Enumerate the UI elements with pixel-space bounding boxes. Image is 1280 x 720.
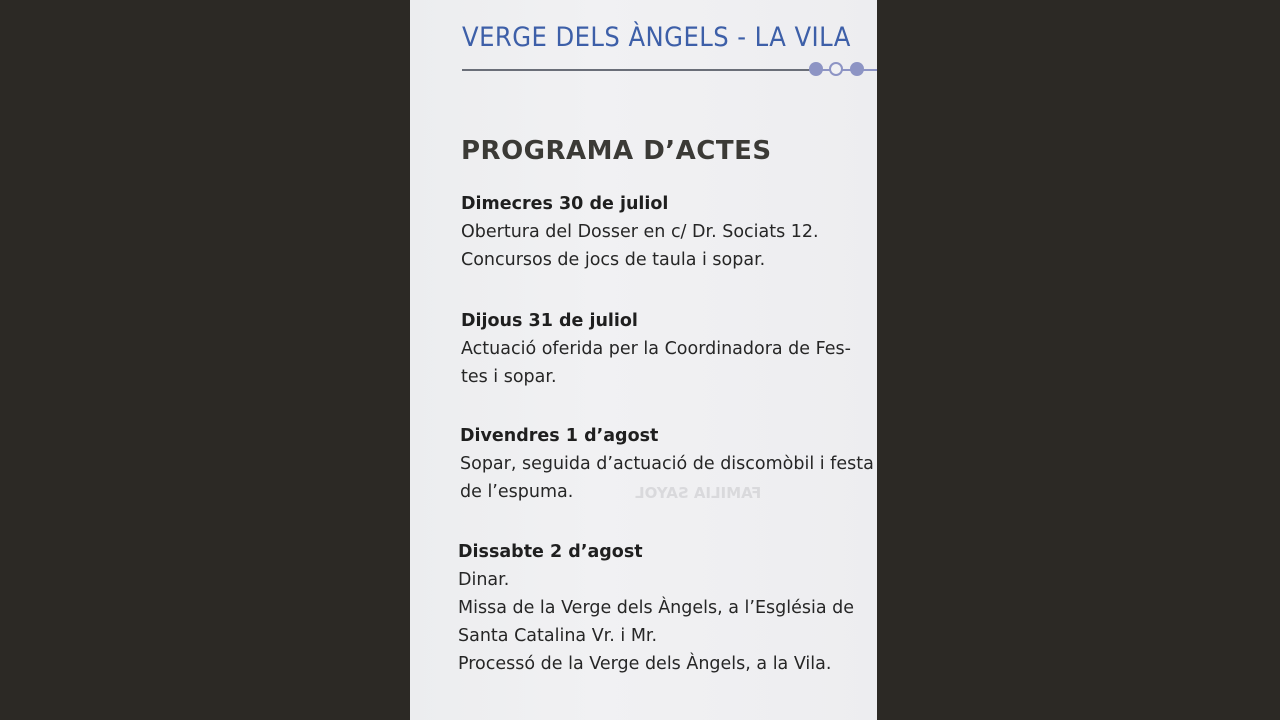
- event-block: [460, 422, 874, 506]
- event-line: tes i sopar.: [461, 367, 557, 387]
- program-page: [410, 0, 877, 720]
- event-day: Divendres 1 d’agost: [460, 426, 659, 446]
- event-line: Concursos de jocs de taula i sopar.: [461, 250, 766, 270]
- dot-ornament-icon: [850, 62, 864, 76]
- event-line: Actuació oferida per la Coordinadora de Fes-: [461, 339, 851, 359]
- dot-ornament-icon: [829, 62, 843, 76]
- event-day: Dissabte 2 d’agost: [458, 542, 643, 562]
- program-title: PROGRAMA D’ACTES: [461, 136, 772, 166]
- event-line: Missa de la Verge dels Àngels, a l’Església de: [458, 598, 854, 618]
- event-line: Sopar, seguida d’actuació de discomòbil i festa: [460, 454, 874, 474]
- event-line: Dinar.: [458, 570, 510, 590]
- event-block: [461, 307, 851, 391]
- show-through-text: FAMILIA SAYOL: [635, 484, 762, 502]
- event-line: de l’espuma.: [460, 482, 574, 502]
- header-title: VERGE DELS ÀNGELS - LA VILA: [462, 22, 851, 53]
- event-line: Obertura del Dosser en c/ Dr. Sociats 12.: [461, 222, 819, 242]
- event-line: Processó de la Verge dels Àngels, a la Vila.: [458, 654, 832, 674]
- header-rule: [462, 69, 817, 71]
- event-line: Santa Catalina Vr. i Mr.: [458, 626, 658, 646]
- dot-ornament-icon: [809, 62, 823, 76]
- event-day: Dijous 31 de juliol: [461, 311, 638, 331]
- event-block: [461, 190, 819, 274]
- event-day: Dimecres 30 de juliol: [461, 194, 669, 214]
- event-block: [458, 538, 854, 678]
